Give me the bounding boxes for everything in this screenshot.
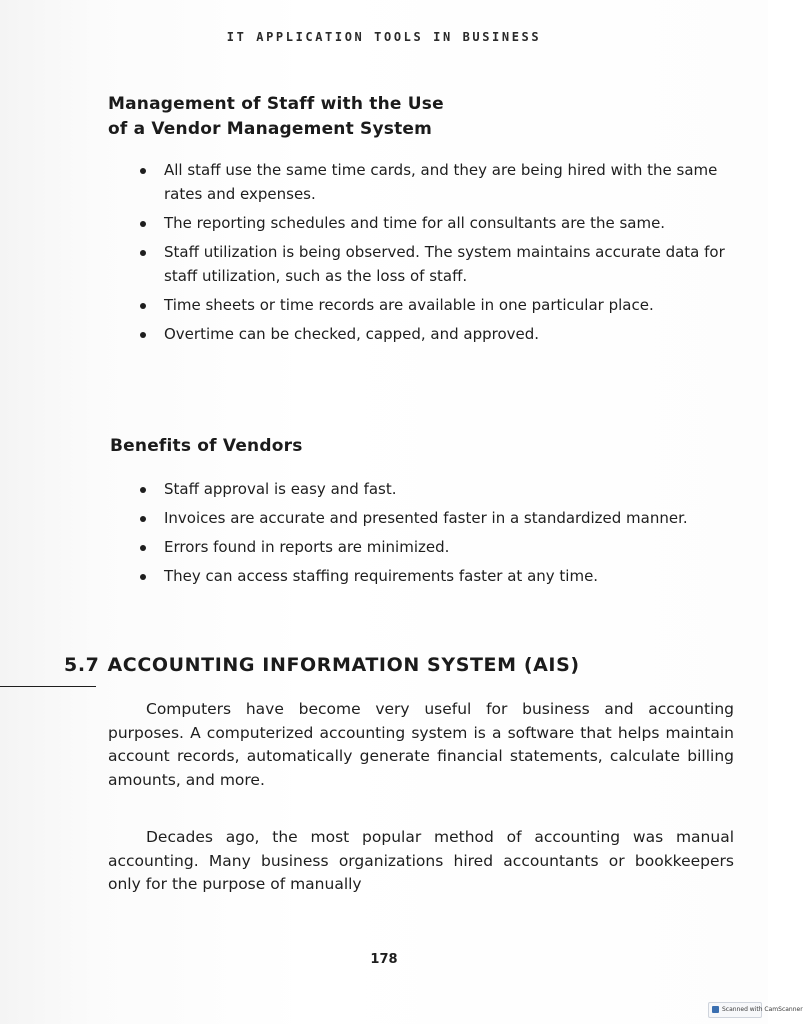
- scanner-watermark: [708, 1002, 803, 1018]
- list-item: Invoices are accurate and presented faster in a standardized manner.: [136, 506, 742, 530]
- section-rule: [0, 686, 96, 687]
- section-number: 5.7: [64, 654, 100, 676]
- list-item: Errors found in reports are minimized.: [136, 535, 742, 559]
- staff-management-heading-line1: Management of Staff with the Use: [108, 94, 444, 114]
- vendor-benefits-heading: Benefits of Vendors: [110, 436, 303, 456]
- list-item: All staff use the same time cards, and they are being hired with the same rates and expenses.: [136, 158, 742, 206]
- list-item: The reporting schedules and time for all consultants are the same.: [136, 211, 742, 235]
- list-item: Staff approval is easy and fast.: [136, 477, 742, 501]
- list-item: Time sheets or time records are available in one particular place.: [136, 293, 742, 317]
- staff-management-list: [136, 158, 742, 351]
- ais-paragraph: Decades ago, the most popular method of accounting was manual accounting. Many business organizations hired accountants or bookkeepers only for the purpose of manually: [108, 828, 734, 893]
- list-item: Staff utilization is being observed. The system maintains accurate data for staff utilization, such as the loss of staff.: [136, 240, 742, 288]
- staff-management-heading-line2: of a Vendor Management System: [108, 119, 433, 139]
- staff-management-heading: [108, 92, 444, 142]
- scanner-watermark-text: Scanned with CamScanner: [722, 1006, 803, 1013]
- running-header: IT APPLICATION TOOLS IN BUSINESS: [226, 30, 542, 44]
- ais-section-heading: [64, 654, 580, 676]
- list-item: Overtime can be checked, capped, and approved.: [136, 322, 742, 346]
- scanner-logo-icon: [712, 1006, 719, 1013]
- ais-paragraph: Computers have become very useful for business and accounting purposes. A computerized accounting system is a software that helps maintain account records, automatically generate financial statements, calculate billing amounts, and more.: [108, 700, 734, 789]
- section-title: ACCOUNTING INFORMATION SYSTEM (AIS): [107, 654, 580, 676]
- list-item: They can access staffing requirements faster at any time.: [136, 564, 742, 588]
- vendor-benefits-list: [136, 477, 742, 593]
- page-number: 178: [370, 952, 398, 967]
